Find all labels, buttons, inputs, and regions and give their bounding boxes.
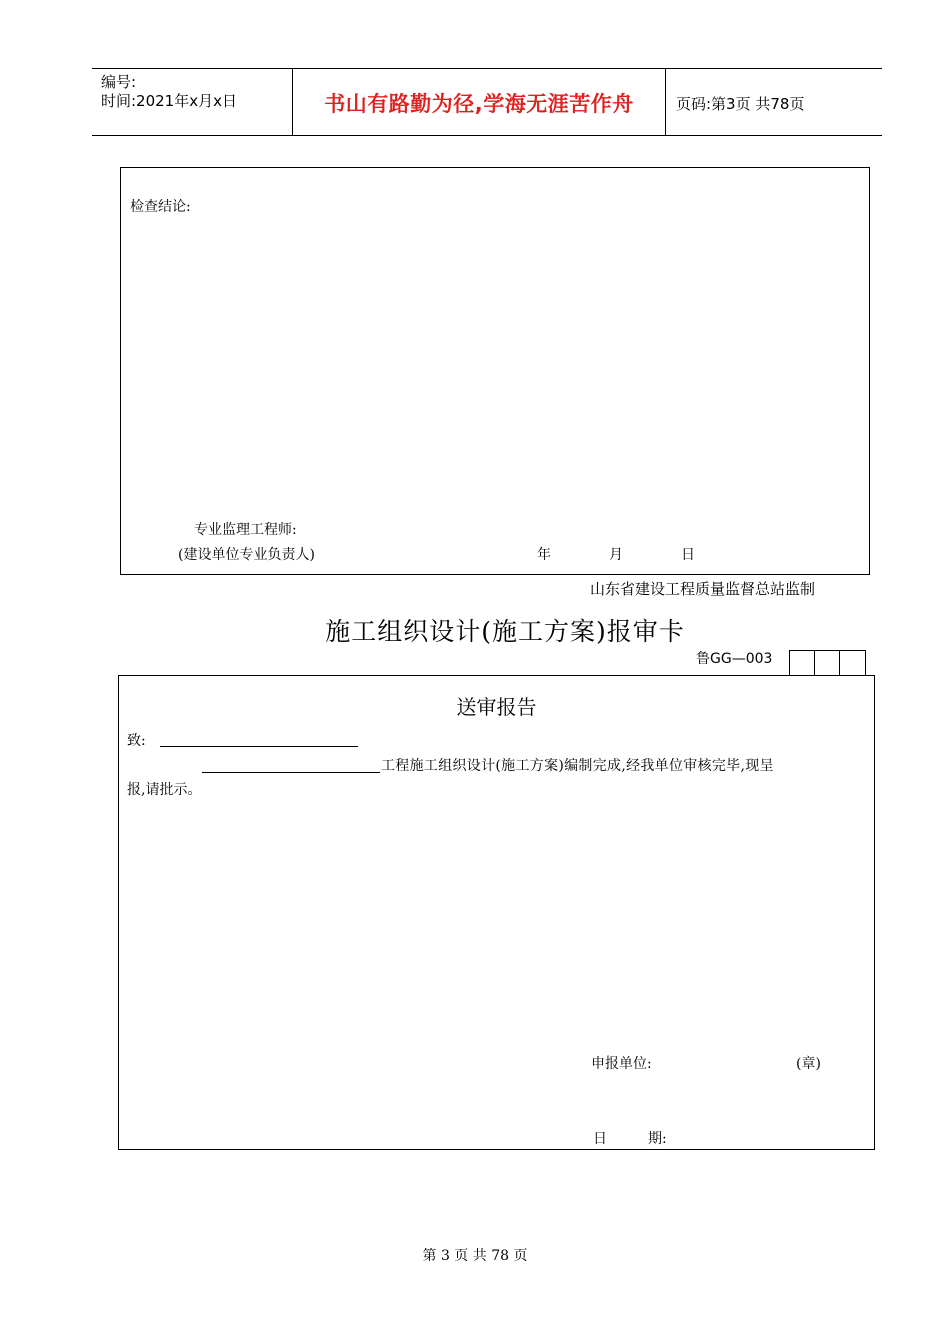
seal-label: (章) — [796, 1056, 821, 1072]
card-title: 施工组织设计(施工方案)报审卡 — [325, 617, 685, 646]
form-code: 鲁GG—003 — [696, 651, 773, 667]
header-top-rule — [92, 68, 882, 69]
recipient-blank — [160, 746, 358, 747]
code-cell-2 — [814, 650, 840, 676]
header-divider-right — [665, 68, 666, 135]
motto: 书山有路勤为径,学海无涯苦作舟 — [324, 92, 634, 116]
project-name-blank — [202, 772, 380, 773]
footer-page-number: 第 3 页 共 78 页 — [422, 1248, 528, 1264]
code-cell-1 — [789, 650, 815, 676]
header-bottom-rule — [92, 135, 882, 136]
engineer-label: 专业监理工程师: — [194, 522, 297, 538]
applicant-unit-label: 申报单位: — [591, 1056, 652, 1072]
code-cell-3 — [839, 650, 866, 676]
month-label: 月 — [609, 547, 623, 563]
report-body-line1: 工程施工组织设计(施工方案)编制完成,经我单位审核完毕,现呈 — [381, 758, 774, 774]
date-label-day: 日 — [593, 1131, 607, 1147]
page-label: 页码:第3页 共78页 — [676, 95, 805, 113]
report-title: 送审报告 — [456, 695, 537, 719]
supervisor-credit: 山东省建设工程质量监督总站监制 — [590, 580, 816, 598]
report-body-line2: 报,请批示。 — [127, 782, 202, 798]
owner-label: (建设单位专业负责人) — [178, 547, 315, 563]
code-label: 编号: — [101, 73, 137, 91]
day-label: 日 — [681, 547, 695, 563]
year-label: 年 — [537, 547, 551, 563]
date-label-period: 期: — [648, 1131, 667, 1147]
conclusion-label: 检查结论: — [130, 199, 191, 215]
to-label: 致: — [127, 733, 146, 749]
inspection-box — [120, 167, 870, 575]
time-label: 时间:2021年x月x日 — [101, 92, 237, 110]
